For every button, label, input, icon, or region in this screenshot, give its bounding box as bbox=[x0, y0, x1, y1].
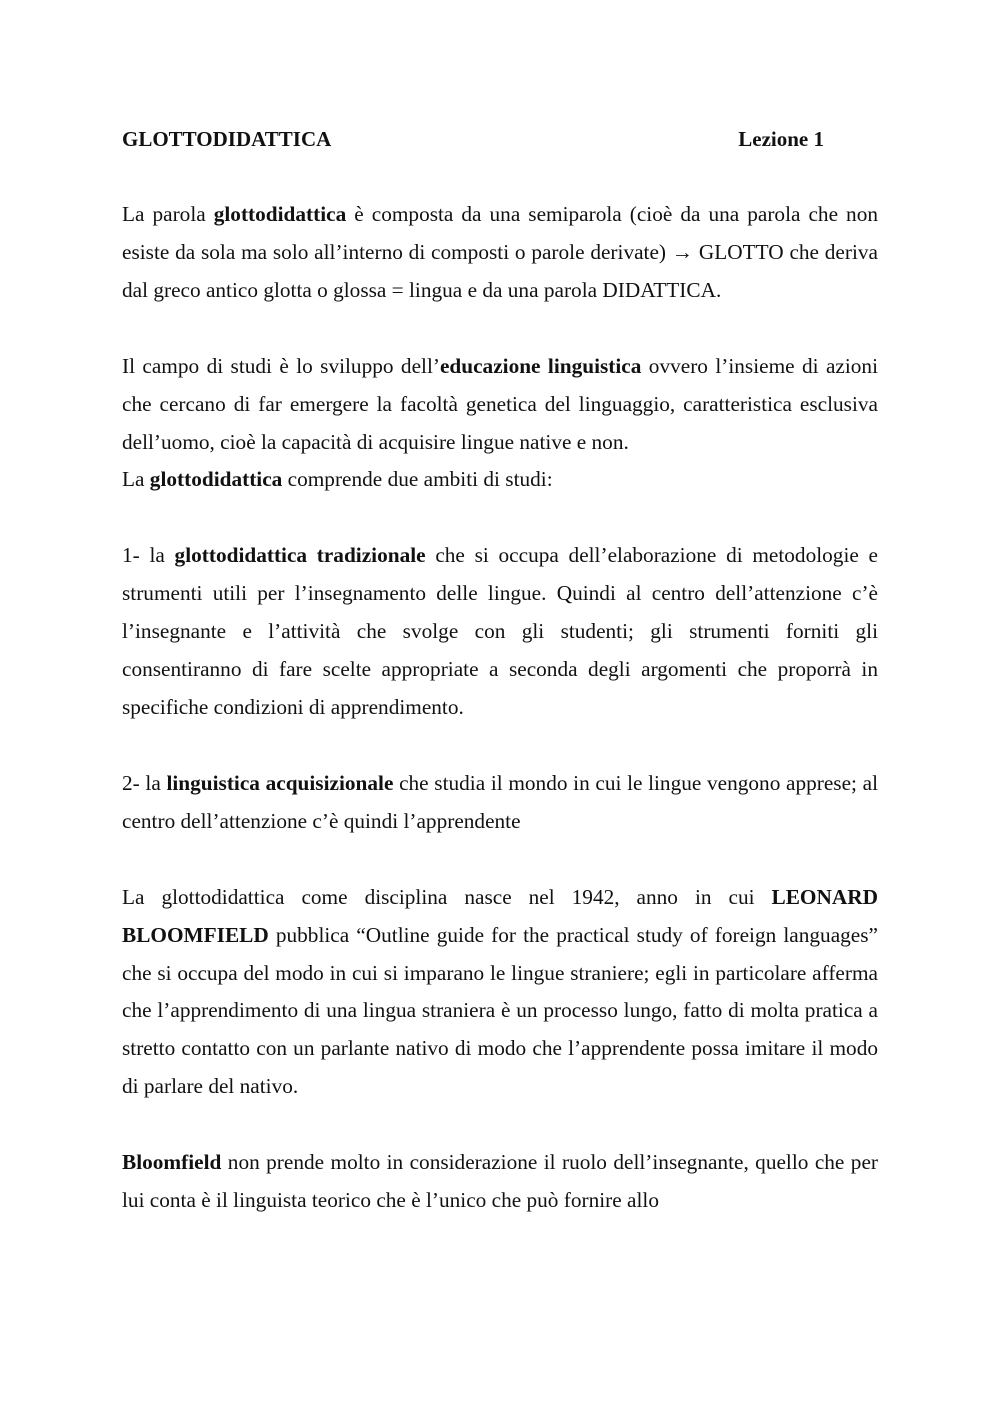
text-run: La bbox=[122, 467, 150, 492]
text-run: comprende due ambiti di studi: bbox=[282, 467, 553, 492]
text-run: La parola bbox=[122, 202, 214, 226]
spacer bbox=[122, 841, 878, 879]
bold-term: linguistica acquisizionale bbox=[166, 770, 394, 795]
text-run: non prende molto in considerazione il ruolo dell’insegnante, quello che per lui conta è il linguista teorico che è l’unico che può fornire allo bbox=[122, 1150, 878, 1213]
document-page bbox=[122, 120, 878, 1220]
document-header bbox=[122, 120, 878, 158]
bold-term: Bloomfield bbox=[122, 1150, 222, 1175]
bold-term: glottodidattica bbox=[213, 202, 347, 226]
text-run: 1- la bbox=[122, 543, 175, 568]
text-run: ovvero l’insieme di azioni che cercano di far emergere la facoltà genetica del linguaggio, caratteristica esclusiva dell’uomo, cioè la capacità di acquisire lingue native e non. bbox=[122, 353, 878, 454]
spacer bbox=[122, 1106, 878, 1144]
paragraph-bloomfield-teacher bbox=[122, 1144, 878, 1220]
bold-term: glottodidattica bbox=[149, 467, 283, 492]
text-run: La glottodidattica come disciplina nasce nel 1942, anno in cui bbox=[122, 884, 772, 909]
paragraph-field-of-study bbox=[122, 348, 878, 462]
document-title: GLOTTODIDATTICA bbox=[122, 127, 332, 151]
paragraph-area-2 bbox=[122, 765, 878, 841]
bold-term: LEONARD BLOOMFIELD bbox=[122, 884, 878, 947]
bold-term: glottodidattica tradizionale bbox=[174, 543, 426, 568]
spacer bbox=[122, 310, 878, 348]
text-run: pubblica “Outline guide for the practical study of foreign languages” che si occupa del modo in cui si imparano le lingue straniere; egli in particolare afferma che l’apprendimento di una lingua straniera è un processo lungo, fatto di molta pratica a stretto contatto con un parlante nativo di modo che l’apprendente possa imitare il modo di parlare del nativo. bbox=[122, 922, 878, 1099]
lesson-label: Lezione 1 bbox=[738, 127, 824, 151]
text-run: che si occupa dell’elaborazione di metodologie e strumenti utili per l’insegnamento delle lingue. Quindi al centro dell’attenzione c’è l’insegnante e l’attività che svolge con gli studenti; gli strumenti forniti gli consentiranno di fare scelte appropriate a seconda degli argomenti che proporrà in specifiche condizioni di apprendimento. bbox=[122, 543, 878, 719]
spacer bbox=[122, 727, 878, 765]
text-run: è composta da una semiparola (cioè da una parola che non esiste da sola ma solo all’interno di composti o parole derivate) → GLOTTO che deriva dal greco antico glotta o glossa = lingua e da una parola DIDATTICA. bbox=[122, 202, 878, 302]
spacer bbox=[122, 158, 878, 196]
spacer bbox=[122, 499, 878, 537]
text-run: 2- la bbox=[122, 770, 167, 795]
paragraph-area-1 bbox=[122, 537, 878, 727]
text-run: Il campo di studi è lo sviluppo dell’ bbox=[122, 353, 440, 378]
paragraph-definition bbox=[122, 196, 878, 310]
paragraph-two-areas bbox=[122, 461, 878, 499]
text-run: che studia il mondo in cui le lingue vengono apprese; al centro dell’attenzione c’è quindi l’apprendente bbox=[122, 770, 878, 833]
paragraph-bloomfield-1942 bbox=[122, 879, 878, 1106]
bold-term: educazione linguistica bbox=[439, 353, 642, 378]
